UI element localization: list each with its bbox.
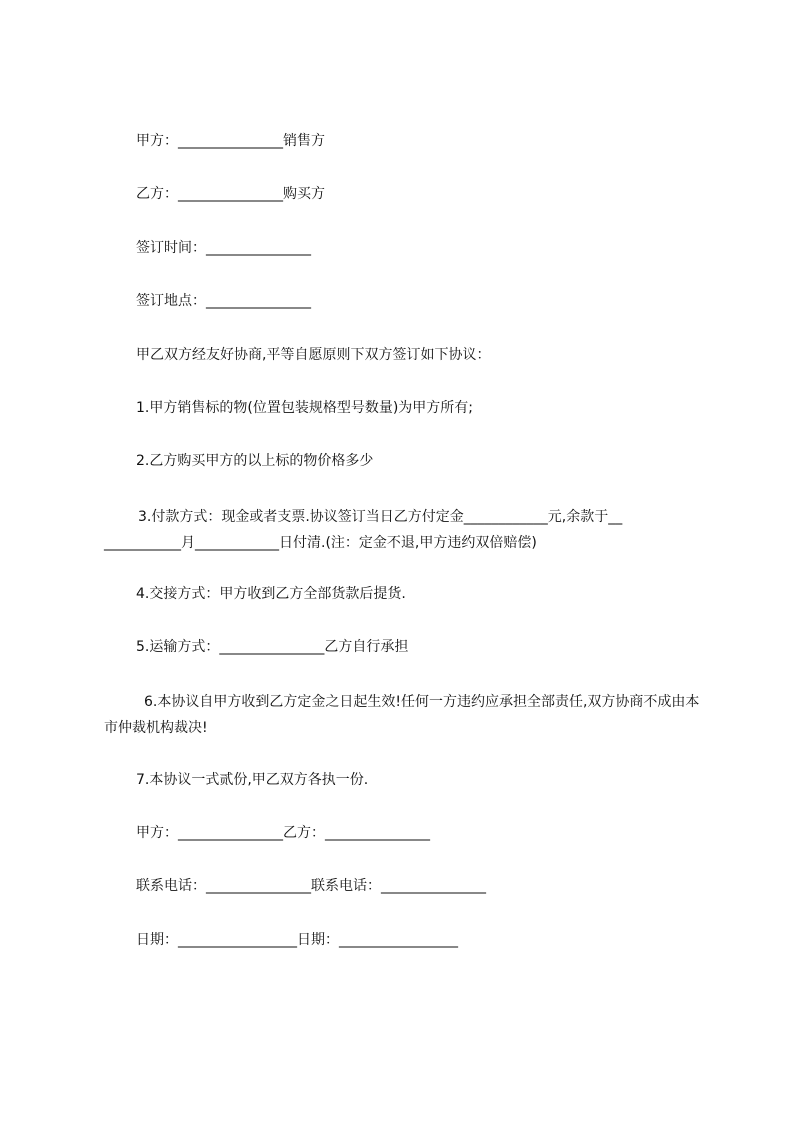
party-b-line: 乙方：_______________购买方 [136, 186, 325, 202]
contact-phone-line: 联系电话：_______________联系电话：_______________ [136, 878, 486, 894]
clause-6: 6.本协议自甲方收到乙方定金之日起生效!任何一方违约应承担全部责任,双方协商不成由本市仲裁机构裁决! [104, 694, 700, 736]
agreement-intro: 甲乙双方经友好协商,平等自愿原则下双方签订如下协议： [136, 347, 491, 363]
clause-2: 2.乙方购买甲方的以上标的物价格多少 [136, 453, 374, 469]
party-a-line: 甲方：_______________销售方 [136, 133, 325, 149]
signing-place-line: 签订地点：_______________ [136, 293, 311, 309]
signing-time-line: 签订时间：_______________ [136, 240, 311, 256]
party-signature-line: 甲方：_______________乙方：_______________ [136, 825, 430, 841]
date-line: 日期：_________________日期：_________________ [136, 932, 458, 948]
clause-1: 1.甲方销售标的物(位置包装规格型号数量)为甲方所有; [136, 400, 473, 416]
clause-4: 4.交接方式：甲方收到乙方全部货款后提货. [136, 586, 406, 602]
clause-5: 5.运输方式：_______________乙方自行承担 [136, 639, 409, 655]
clause-3: 3.付款方式：现金或者支票.协议签订当日乙方付定金____________元,余款于__ ___________月____________日付清.(注：定金不退,甲方违约双倍赔偿) [104, 509, 623, 551]
clause-7: 7.本协议一式贰份,甲乙双方各执一份. [136, 772, 369, 788]
